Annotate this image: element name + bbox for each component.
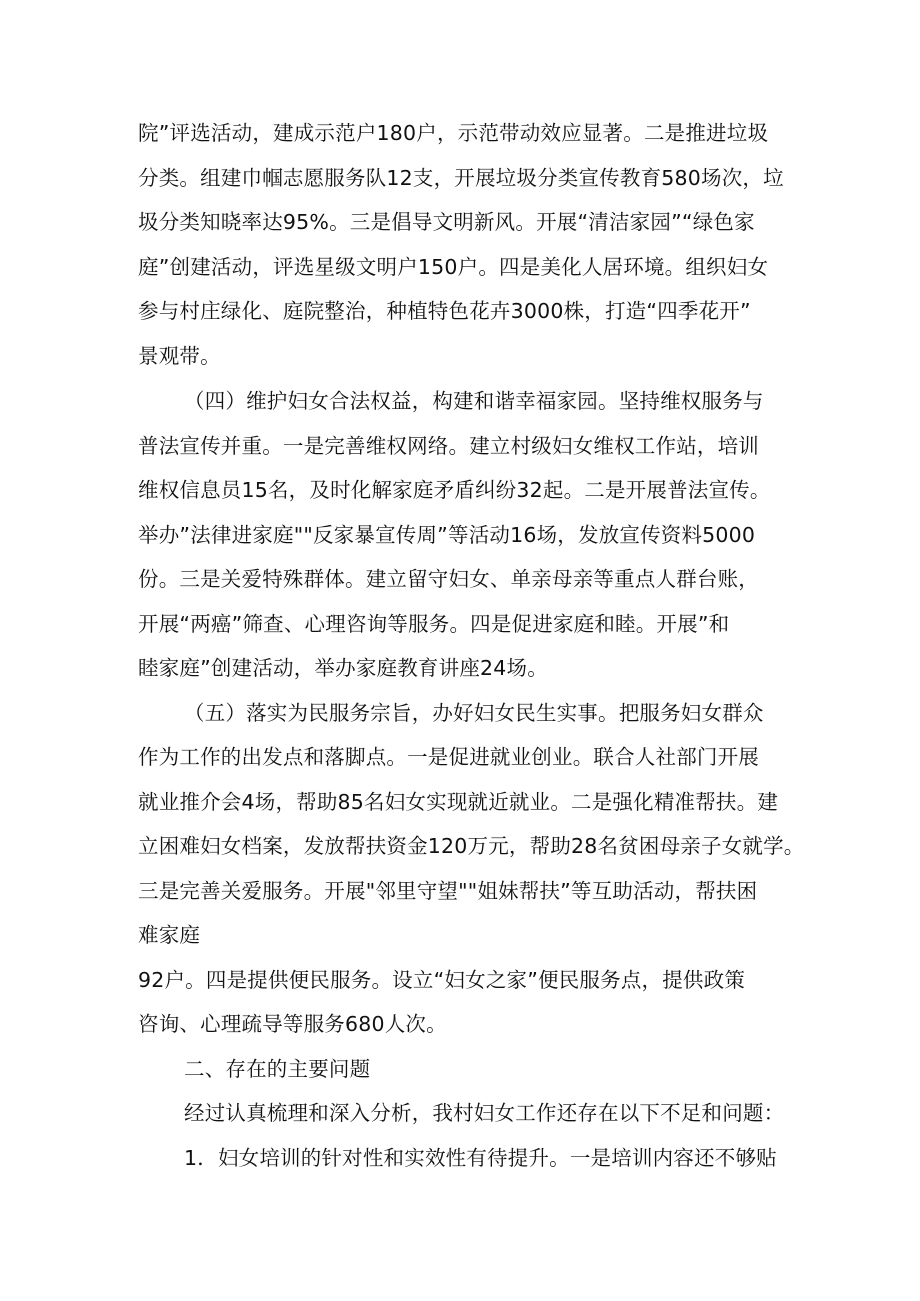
text-line: 圾分类知晓率达95%。三是倡导文明新风。开展“清洁家园”“绿色家 — [138, 210, 755, 234]
text-line: 景观带。 — [138, 344, 221, 368]
text-line: 普法宣传并重。一是完善维权网络。建立村级妇女维权工作站，培训 — [138, 434, 759, 458]
text-line: 参与村庄绿化、庭院整治，种植特色花卉3000株，打造“四季花开” — [138, 299, 751, 323]
text-line: 睦家庭”创建活动，举办家庭教育讲座24场。 — [138, 656, 548, 680]
text-line: 分类。组建巾帼志愿服务队12支，开展垃圾分类宣传教育580场次，垃 — [138, 166, 784, 190]
text-line: 庭”创建活动，评选星级文明户150户。四是美化人居环境。组织妇女 — [138, 255, 769, 279]
text-line: 份。三是关爱特殊群体。建立留守妇女、单亲母亲等重点人群台账， — [138, 567, 759, 591]
text-line: 维权信息员15名，及时化解家庭矛盾纠纷32起。二是开展普法宣传。 — [138, 478, 771, 502]
text-line: 咨询、心理疏导等服务680人次。 — [138, 1012, 447, 1036]
text-line: 三是完善关爱服务。开展"邻里守望""姐妹帮扶”等互助活动，帮扶困 — [138, 879, 758, 903]
text-line: 难家庭 — [138, 923, 201, 947]
text-line: 作为工作的出发点和落脚点。一是促进就业创业。联合人社部门开展 — [138, 745, 759, 769]
numbered-item-1: 1．妇女培训的针对性和实效性有待提升。一是培训内容还不够贴 — [184, 1146, 777, 1170]
text-line: 就业推介会4场，帮助85名妇女实现就近就业。二是强化精准帮扶。建 — [138, 790, 779, 814]
section-heading-5: （五）落实为民服务宗旨，办好妇女民生实事。把服务妇女群众 — [184, 701, 764, 725]
text-line: 92户。四是提供便民服务。设立“妇女之家”便民服务点，提供政策 — [138, 968, 746, 992]
text-line: 经过认真梳理和深入分析，我村妇女工作还存在以下不足和问题： — [184, 1101, 785, 1125]
text-line: 开展“两癌”筛查、心理咨询等服务。四是促进家庭和睦。开展”和 — [138, 612, 730, 636]
section-heading-4: （四）维护妇女合法权益，构建和谐幸福家园。坚持维权服务与 — [184, 389, 764, 413]
text-line: 举办”法律进家庭""反家暴宣传周”等活动16场，发放宣传资料5000 — [138, 523, 756, 547]
chapter-heading: 二、存在的主要问题 — [184, 1057, 371, 1081]
text-line: 院”评选活动，建成示范户180户，示范带动效应显著。二是推进垃圾 — [138, 121, 769, 145]
text-line: 立困难妇女档案，发放帮扶资金120万元，帮助28名贫困母亲子女就学。 — [138, 834, 805, 858]
